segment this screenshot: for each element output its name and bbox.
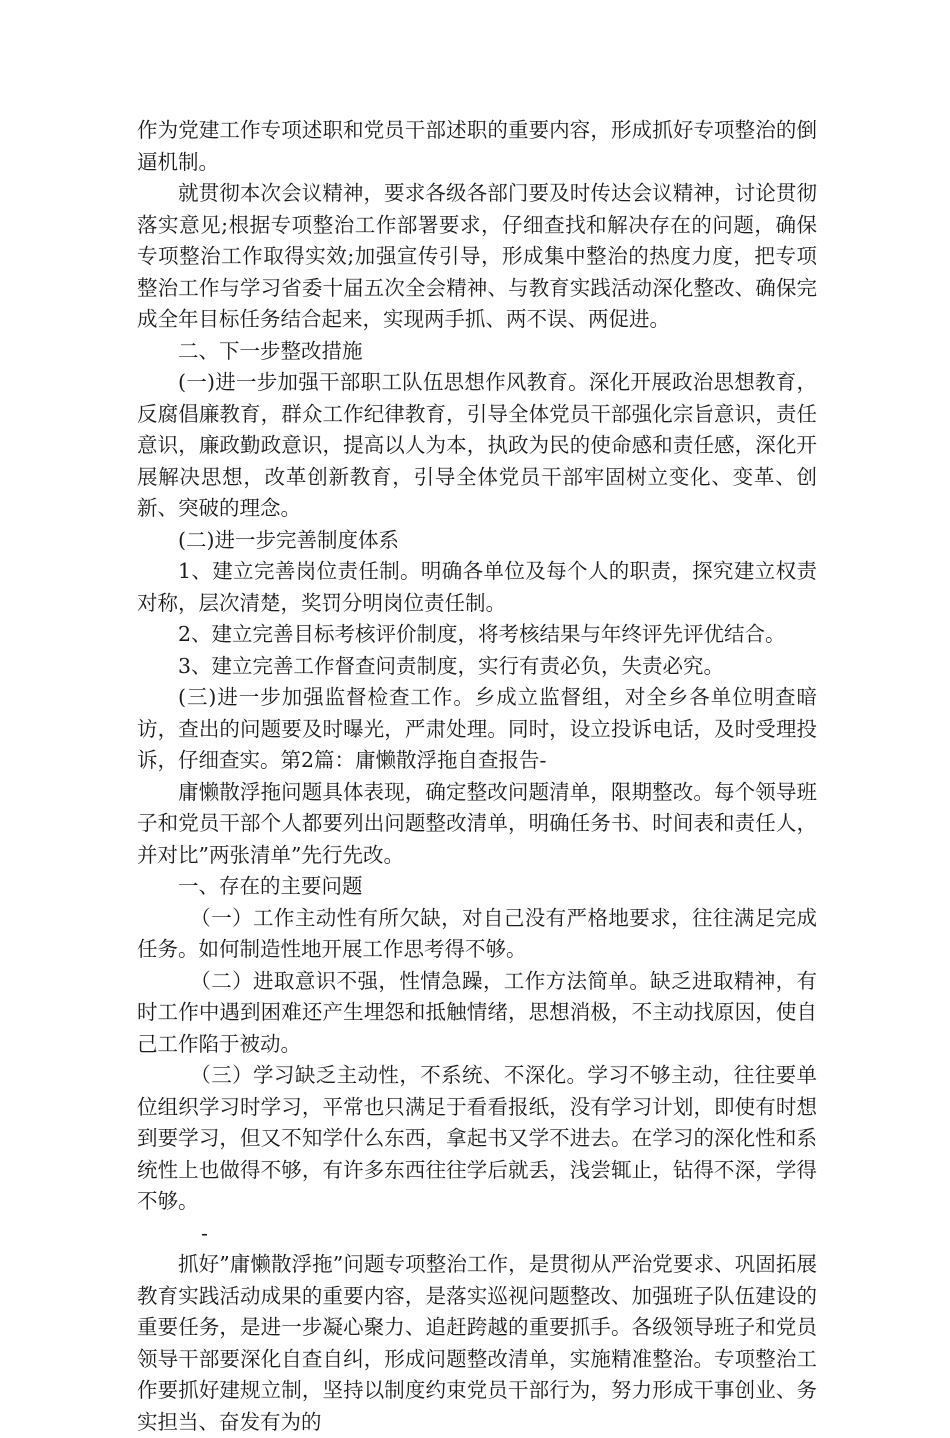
paragraph-5: 庸懒散浮拖问题具体表现，确定整改问题清单，限期整改。每个领导班子和党员干部个人都要列出问题整改清单，明确任务书、时间表和责任人，并对比”两张清单”先行先改。 [137,779,817,867]
list-item-3: 3、建立完善工作督查问责制度，实行有责必负，失责必究。 [178,653,725,678]
list-item-2: 2、建立完善目标考核评价制度，将考核结果与年终评先评优结合。 [178,622,786,646]
separator-dash: - [201,1220,208,1245]
paragraph-3: (一)进一步加强干部职工队伍思想作风教育。深化开展政治思想教育，反腐倡廉教育，群众工作纪律教育，引导全体党员干部强化宗旨意识，责任意识，廉政勤政意识，提高以人为本，执政为民的使命感和责任感，深化开展解决思想，改革创新教育，引导全体党员干部牢固树立变化、变革、创新、突破的理念。 [137,370,817,520]
section-heading-1: 一、存在的主要问题 [178,874,363,898]
paragraph-1: 作为党建工作专项述职和党员干部述职的重要内容，形成抓好专项整治的倒逼机制。 [137,118,817,174]
list-item-1: 1、建立完善岗位责任制。明确各单位及每个人的职责，探究建立权责对称，层次清楚，奖罚分明岗位责任制。 [137,559,817,615]
paragraph-6: 抓好”庸懒散浮拖”问题专项整治工作，是贯彻从严治党要求、巩固拓展教育实践活动成果的重要内容，是落实巡视问题整改、加强班子队伍建设的重要任务，是进一步凝心聚力、追赶跨越的重要抓手。各级领导班子和党员领导干部要深化自查自纠，形成问题整改清单，实施精准整治。专项整治工作要抓好建规立制，坚持以制度约束党员干部行为，努力形成干事创业、务实担当、奋发有为的 [137,1252,817,1434]
paragraph-4: (三)进一步加强监督检查工作。乡成立监督组，对全乡各单位明查暗访，查出的问题要及时曝光，严肃处理。同时，设立投诉电话，及时受理投诉，仔细查实。第2篇：庸懒散浮拖自查报告- [137,685,817,772]
problem-1: （一）工作主动性有所欠缺，对自己没有严格地要求，往往满足完成任务。如何制造性地开展工作思考得不够。 [137,905,817,961]
paragraph-2: 就贯彻本次会议精神，要求各级各部门要及时传达会议精神，讨论贯彻落实意见;根据专项整治工作部署要求，仔细查找和解决存在的问题，确保专项整治工作取得实效;加强宣传引导，形成集中整治的热度力度，把专项整治工作与学习省委十届五次全会精神、与教育实践活动深化整改、确保完成全年目标任务结合起来，实现两手抓、两不误、两促进。 [137,181,817,331]
section-heading-2: 二、下一步整改措施 [178,338,363,363]
subheading-2: (二)进一步完善制度体系 [178,527,399,552]
problem-2: （二）进取意识不强，性情急躁，工作方法简单。缺乏进取精神，有时工作中遇到困难还产生埋怨和抵触情绪，思想消极，不主动找原因，使自己工作陷于被动。 [137,968,817,1056]
document-page [137,115,817,1438]
problem-3: （三）学习缺乏主动性，不系统、不深化。学习不够主动，往往要单位组织学习时学习，平常也只满足于看看报纸，没有学习计划，即使有时想到要学习，但又不知学什么东西，拿起书又学不进去。在学习的深化性和系统性上也做得不够，有许多东西往往学后就丢，浅尝辄止，钻得不深，学得不够。 [137,1063,817,1213]
